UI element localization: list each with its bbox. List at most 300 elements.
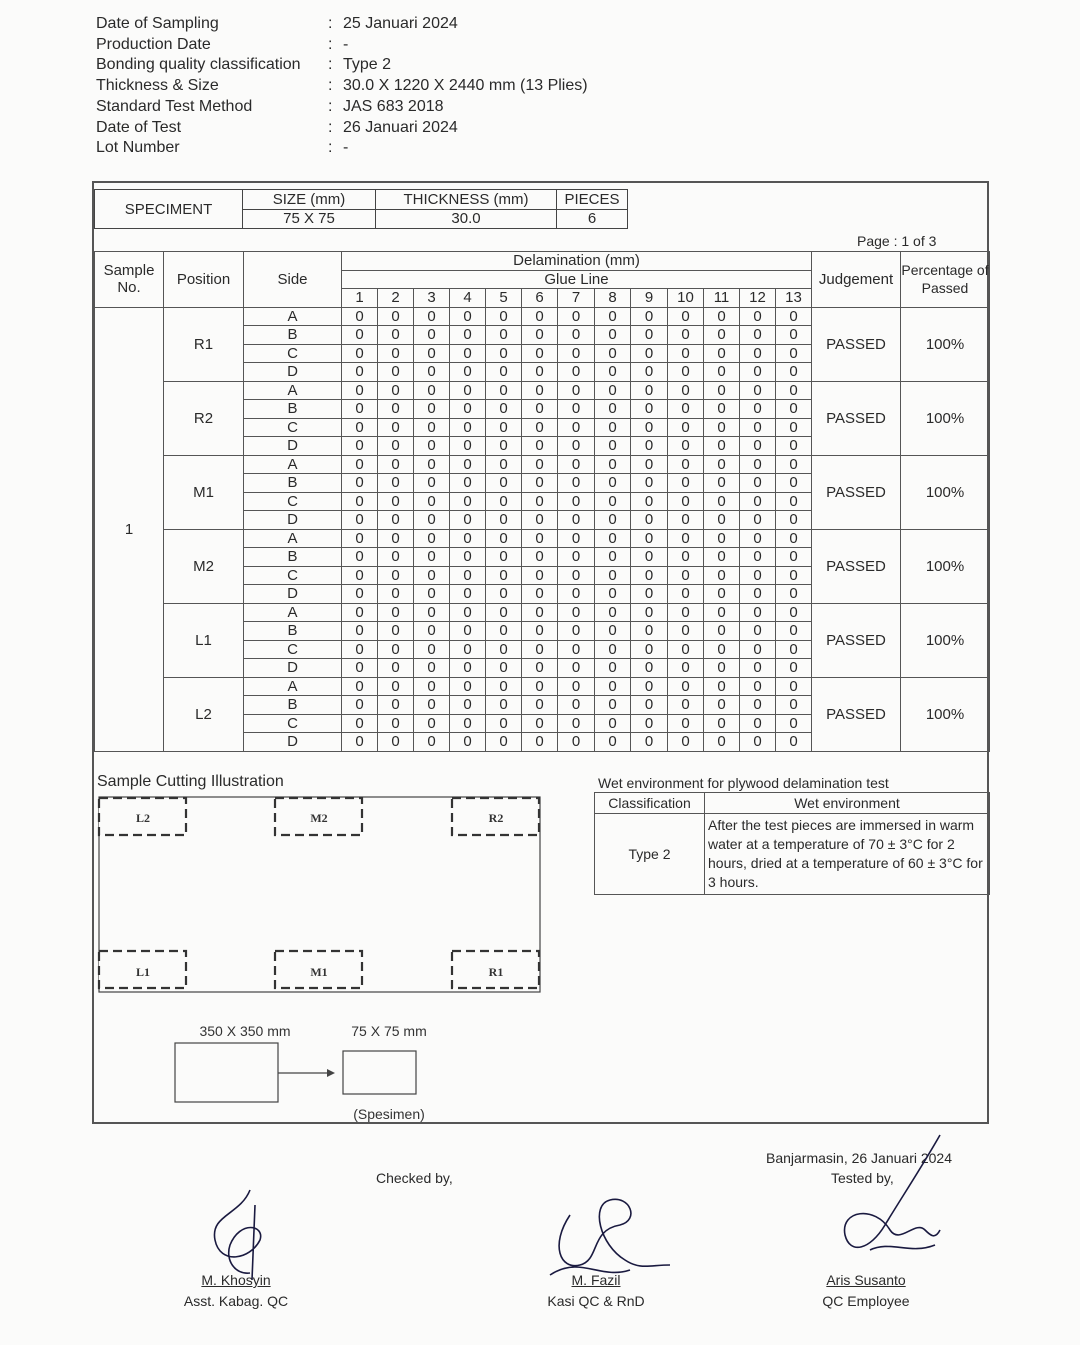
delamination-value: 0 — [776, 622, 812, 641]
wet-title: Wet environment for plywood delamination test — [598, 775, 889, 791]
delamination-value: 0 — [740, 400, 776, 419]
delamination-value: 0 — [558, 677, 595, 696]
delamination-value: 0 — [776, 326, 812, 345]
delamination-value: 0 — [704, 455, 740, 474]
signer-title: Kasi QC & RnD — [547, 1293, 645, 1309]
delamination-value: 0 — [522, 326, 558, 345]
delamination-value: 0 — [740, 603, 776, 622]
label-m2: M2 — [310, 811, 328, 825]
delamination-value: 0 — [704, 677, 740, 696]
delamination-value: 0 — [704, 733, 740, 752]
judgement-value: PASSED — [812, 381, 901, 455]
delamination-value: 0 — [740, 714, 776, 733]
delamination-value: 0 — [668, 418, 704, 437]
size-label: SIZE (mm) — [243, 190, 376, 210]
delamination-value: 0 — [740, 307, 776, 326]
illustration-title: Sample Cutting Illustration — [97, 773, 284, 790]
delamination-value: 0 — [631, 400, 668, 419]
delamination-value: 0 — [740, 344, 776, 363]
header-value: - — [343, 139, 349, 157]
delamination-value: 0 — [450, 548, 486, 567]
col-delamination: Delamination (mm) — [342, 252, 812, 271]
delamination-value: 0 — [776, 714, 812, 733]
delamination-value: 0 — [595, 566, 631, 585]
side-label: B — [244, 474, 342, 493]
side-label: D — [244, 659, 342, 678]
delamination-value: 0 — [631, 548, 668, 567]
delamination-value: 0 — [342, 566, 378, 585]
delamination-value: 0 — [776, 437, 812, 456]
delamination-value: 0 — [776, 603, 812, 622]
delamination-value: 0 — [414, 696, 450, 715]
delamination-value: 0 — [522, 640, 558, 659]
delamination-value: 0 — [740, 677, 776, 696]
delamination-value: 0 — [558, 326, 595, 345]
delamination-value: 0 — [486, 474, 522, 493]
delamination-value: 0 — [776, 344, 812, 363]
glue-line-number: 2 — [378, 289, 414, 308]
delamination-value: 0 — [595, 363, 631, 382]
delamination-value: 0 — [668, 659, 704, 678]
delamination-value: 0 — [595, 733, 631, 752]
delamination-value: 0 — [342, 622, 378, 641]
delamination-value: 0 — [595, 344, 631, 363]
glue-line-number: 12 — [740, 289, 776, 308]
delamination-value: 0 — [631, 714, 668, 733]
delamination-value: 0 — [704, 696, 740, 715]
delamination-value: 0 — [595, 659, 631, 678]
delamination-value: 0 — [631, 307, 668, 326]
delamination-value: 0 — [486, 566, 522, 585]
delamination-value: 0 — [522, 603, 558, 622]
delamination-value: 0 — [595, 381, 631, 400]
delamination-value: 0 — [668, 548, 704, 567]
delamination-value: 0 — [558, 548, 595, 567]
delamination-value: 0 — [342, 529, 378, 548]
delamination-value: 0 — [558, 566, 595, 585]
delamination-value: 0 — [450, 529, 486, 548]
delamination-value: 0 — [558, 585, 595, 604]
delamination-value: 0 — [704, 474, 740, 493]
signer-name: Aris Susanto — [826, 1272, 906, 1288]
delamination-value: 0 — [631, 455, 668, 474]
delamination-value: 0 — [522, 400, 558, 419]
delamination-value: 0 — [414, 326, 450, 345]
sample-number: 1 — [95, 307, 164, 751]
side-label: C — [244, 418, 342, 437]
glue-line-number: 7 — [558, 289, 595, 308]
delamination-value: 0 — [342, 659, 378, 678]
position-name: L1 — [164, 603, 244, 677]
pieces-label: PIECES — [557, 190, 628, 210]
delamination-value: 0 — [450, 437, 486, 456]
delamination-value: 0 — [740, 474, 776, 493]
delamination-value: 0 — [631, 492, 668, 511]
delamination-value: 0 — [450, 344, 486, 363]
delamination-value: 0 — [522, 381, 558, 400]
delamination-value: 0 — [522, 418, 558, 437]
glue-line-number: 3 — [414, 289, 450, 308]
delamination-value: 0 — [704, 326, 740, 345]
delamination-value: 0 — [522, 307, 558, 326]
delamination-value: 0 — [704, 548, 740, 567]
delamination-value: 0 — [342, 437, 378, 456]
percentage-value: 100% — [901, 677, 990, 751]
delamination-value: 0 — [668, 437, 704, 456]
delamination-value: 0 — [558, 474, 595, 493]
delamination-table — [94, 251, 990, 752]
delamination-value: 0 — [522, 659, 558, 678]
delamination-value: 0 — [668, 677, 704, 696]
delamination-value: 0 — [378, 659, 414, 678]
delamination-value: 0 — [342, 326, 378, 345]
judgement-value: PASSED — [812, 307, 901, 381]
delamination-value: 0 — [450, 714, 486, 733]
delamination-value: 0 — [378, 511, 414, 530]
delamination-value: 0 — [450, 659, 486, 678]
delamination-value: 0 — [740, 622, 776, 641]
signer-name: M. Fazil — [571, 1272, 621, 1288]
delamination-value: 0 — [776, 363, 812, 382]
delamination-value: 0 — [776, 696, 812, 715]
delamination-value: 0 — [558, 307, 595, 326]
delamination-value: 0 — [378, 455, 414, 474]
delamination-value: 0 — [558, 640, 595, 659]
side-label: A — [244, 381, 342, 400]
header-value: - — [343, 35, 349, 53]
delamination-value: 0 — [522, 511, 558, 530]
arrow-head-icon — [327, 1069, 335, 1077]
delamination-value: 0 — [378, 474, 414, 493]
delamination-value: 0 — [486, 529, 522, 548]
delamination-value: 0 — [522, 622, 558, 641]
judgement-value: PASSED — [812, 529, 901, 603]
signature-fazil — [530, 1185, 680, 1285]
header-label: Production Date — [96, 35, 211, 53]
delamination-value: 0 — [378, 400, 414, 419]
delamination-value: 0 — [414, 307, 450, 326]
delamination-value: 0 — [378, 548, 414, 567]
delamination-value: 0 — [595, 474, 631, 493]
delamination-value: 0 — [776, 659, 812, 678]
delamination-value: 0 — [776, 677, 812, 696]
delamination-value: 0 — [595, 696, 631, 715]
judgement-value: PASSED — [812, 677, 901, 751]
delamination-value: 0 — [558, 696, 595, 715]
big-panel — [175, 1043, 278, 1102]
delamination-value: 0 — [414, 714, 450, 733]
delamination-value: 0 — [522, 677, 558, 696]
delamination-value: 0 — [740, 696, 776, 715]
delamination-value: 0 — [595, 603, 631, 622]
glue-line-number: 8 — [595, 289, 631, 308]
delamination-value: 0 — [595, 455, 631, 474]
delamination-value: 0 — [631, 363, 668, 382]
delamination-value: 0 — [740, 437, 776, 456]
delamination-value: 0 — [595, 529, 631, 548]
signer-title: QC Employee — [822, 1293, 910, 1309]
delamination-value: 0 — [595, 492, 631, 511]
delamination-value: 0 — [414, 529, 450, 548]
delamination-value: 0 — [378, 437, 414, 456]
delamination-value: 0 — [704, 511, 740, 530]
delamination-value: 0 — [704, 418, 740, 437]
delamination-value: 0 — [450, 492, 486, 511]
delamination-value: 0 — [668, 696, 704, 715]
delamination-value: 0 — [704, 363, 740, 382]
delamination-value: 0 — [558, 603, 595, 622]
delamination-value: 0 — [631, 511, 668, 530]
delamination-value: 0 — [414, 603, 450, 622]
delamination-value: 0 — [704, 603, 740, 622]
delamination-value: 0 — [450, 511, 486, 530]
header-colon: : — [328, 118, 333, 136]
header-value: 26 Januari 2024 — [343, 118, 458, 136]
delamination-value: 0 — [631, 566, 668, 585]
delamination-value: 0 — [668, 566, 704, 585]
side-label: D — [244, 585, 342, 604]
delamination-value: 0 — [522, 363, 558, 382]
delamination-value: 0 — [378, 307, 414, 326]
side-label: B — [244, 622, 342, 641]
delamination-value: 0 — [414, 474, 450, 493]
delamination-value: 0 — [342, 400, 378, 419]
label-r1: R1 — [488, 965, 504, 979]
delamination-value: 0 — [740, 455, 776, 474]
delamination-value: 0 — [378, 492, 414, 511]
delamination-value: 0 — [414, 659, 450, 678]
delamination-value: 0 — [522, 492, 558, 511]
size-value: 75 X 75 — [243, 209, 376, 229]
delamination-value: 0 — [414, 492, 450, 511]
delamination-value: 0 — [522, 529, 558, 548]
delamination-value: 0 — [486, 455, 522, 474]
signature-susanto — [830, 1130, 950, 1280]
delamination-value: 0 — [668, 511, 704, 530]
delamination-value: 0 — [378, 622, 414, 641]
delamination-value: 0 — [450, 326, 486, 345]
delamination-value: 0 — [486, 714, 522, 733]
delamination-value: 0 — [414, 677, 450, 696]
delamination-value: 0 — [450, 363, 486, 382]
delamination-value: 0 — [450, 622, 486, 641]
glue-line-number: 5 — [486, 289, 522, 308]
side-label: C — [244, 492, 342, 511]
delamination-value: 0 — [414, 455, 450, 474]
position-name: R1 — [164, 307, 244, 381]
side-label: A — [244, 307, 342, 326]
delamination-value: 0 — [414, 363, 450, 382]
delamination-value: 0 — [668, 455, 704, 474]
delamination-value: 0 — [668, 714, 704, 733]
delamination-value: 0 — [631, 640, 668, 659]
table-row — [95, 381, 990, 400]
header-value: JAS 683 2018 — [343, 97, 444, 115]
delamination-value: 0 — [558, 659, 595, 678]
delamination-value: 0 — [668, 529, 704, 548]
delamination-value: 0 — [558, 529, 595, 548]
table-row — [95, 677, 990, 696]
delamination-value: 0 — [740, 548, 776, 567]
delamination-value: 0 — [378, 363, 414, 382]
col-judgement: Judgement — [812, 252, 901, 308]
delamination-value: 0 — [558, 400, 595, 419]
delamination-value: 0 — [595, 400, 631, 419]
percentage-value: 100% — [901, 307, 990, 381]
delamination-value: 0 — [631, 585, 668, 604]
header-colon: : — [328, 139, 333, 157]
table-row — [95, 529, 990, 548]
header-value: 25 Januari 2024 — [343, 15, 458, 32]
side-label: A — [244, 455, 342, 474]
delamination-value: 0 — [378, 733, 414, 752]
delamination-value: 0 — [776, 418, 812, 437]
delamination-value: 0 — [740, 492, 776, 511]
header-value: Type 2 — [343, 56, 392, 74]
delamination-value: 0 — [378, 381, 414, 400]
delamination-value: 0 — [378, 344, 414, 363]
checked-by: Checked by, — [376, 1170, 453, 1186]
header-value: 30.0 X 1220 X 2440 mm (13 Plies) — [343, 77, 588, 95]
side-label: C — [244, 344, 342, 363]
delamination-value: 0 — [776, 381, 812, 400]
delamination-value: 0 — [704, 566, 740, 585]
side-label: B — [244, 326, 342, 345]
thickness-label: THICKNESS (mm) — [376, 190, 557, 210]
side-label: D — [244, 437, 342, 456]
position-name: M1 — [164, 455, 244, 529]
cutting-illustration — [95, 793, 545, 1123]
delamination-value: 0 — [558, 511, 595, 530]
delamination-value: 0 — [631, 603, 668, 622]
delamination-value: 0 — [486, 437, 522, 456]
delamination-value: 0 — [522, 474, 558, 493]
delamination-value: 0 — [631, 659, 668, 678]
delamination-value: 0 — [668, 603, 704, 622]
col-sample-no: Sample No. — [95, 252, 164, 308]
wet-col-env: Wet environment — [705, 793, 990, 814]
wet-env-value: After the test pieces are immersed in warm water at a temperature of 70 ± 3°C for 2 hours, dried at a temperature of 60 ± 3°C for 3 hours. — [705, 814, 990, 895]
delamination-value: 0 — [486, 733, 522, 752]
delamination-value: 0 — [342, 344, 378, 363]
side-label: D — [244, 733, 342, 752]
delamination-value: 0 — [704, 381, 740, 400]
delamination-value: 0 — [414, 381, 450, 400]
delamination-value: 0 — [704, 307, 740, 326]
delamination-value: 0 — [558, 381, 595, 400]
header-row — [95, 252, 990, 271]
label-l1: L1 — [135, 965, 151, 979]
delamination-value: 0 — [522, 455, 558, 474]
delamination-value: 0 — [704, 714, 740, 733]
specimen-caption: (Spesimen) — [353, 1106, 425, 1122]
place-date: Banjarmasin, 26 Januari 2024 — [766, 1150, 953, 1166]
header-colon: : — [328, 77, 333, 95]
delamination-value: 0 — [486, 492, 522, 511]
col-percentage: Percentage of Passed — [901, 252, 990, 308]
delamination-value: 0 — [704, 622, 740, 641]
delamination-value: 0 — [740, 381, 776, 400]
glue-line-number: 10 — [668, 289, 704, 308]
delamination-value: 0 — [414, 622, 450, 641]
percentage-value: 100% — [901, 529, 990, 603]
delamination-value: 0 — [342, 418, 378, 437]
delamination-value: 0 — [740, 529, 776, 548]
delamination-value: 0 — [450, 307, 486, 326]
delamination-value: 0 — [740, 659, 776, 678]
delamination-value: 0 — [776, 640, 812, 659]
delamination-value: 0 — [342, 381, 378, 400]
delamination-value: 0 — [704, 640, 740, 659]
delamination-value: 0 — [631, 344, 668, 363]
delamination-value: 0 — [486, 326, 522, 345]
delamination-value: 0 — [414, 400, 450, 419]
delamination-value: 0 — [450, 400, 486, 419]
delamination-value: 0 — [450, 566, 486, 585]
delamination-value: 0 — [776, 529, 812, 548]
delamination-value: 0 — [522, 566, 558, 585]
delamination-value: 0 — [342, 585, 378, 604]
delamination-value: 0 — [776, 455, 812, 474]
delamination-value: 0 — [668, 326, 704, 345]
delamination-value: 0 — [450, 585, 486, 604]
header-label: Lot Number — [96, 139, 180, 157]
delamination-value: 0 — [631, 474, 668, 493]
delamination-value: 0 — [631, 529, 668, 548]
label-r2: R2 — [488, 811, 504, 825]
delamination-value: 0 — [595, 622, 631, 641]
delamination-value: 0 — [486, 603, 522, 622]
delamination-value: 0 — [558, 492, 595, 511]
delamination-value: 0 — [595, 585, 631, 604]
delamination-value: 0 — [631, 381, 668, 400]
delamination-value: 0 — [450, 418, 486, 437]
delamination-value: 0 — [378, 603, 414, 622]
header-colon: : — [328, 56, 333, 74]
delamination-value: 0 — [595, 326, 631, 345]
delamination-value: 0 — [342, 548, 378, 567]
signer-title: Asst. Kabag. QC — [183, 1293, 289, 1309]
delamination-value: 0 — [631, 696, 668, 715]
delamination-value: 0 — [522, 344, 558, 363]
delamination-value: 0 — [342, 696, 378, 715]
delamination-value: 0 — [668, 492, 704, 511]
delamination-value: 0 — [558, 733, 595, 752]
delamination-value: 0 — [595, 548, 631, 567]
delamination-value: 0 — [595, 437, 631, 456]
delamination-value: 0 — [486, 696, 522, 715]
delamination-value: 0 — [342, 474, 378, 493]
delamination-value: 0 — [776, 511, 812, 530]
delamination-value: 0 — [522, 696, 558, 715]
col-side: Side — [244, 252, 342, 308]
delamination-value: 0 — [450, 381, 486, 400]
delamination-value: 0 — [522, 714, 558, 733]
side-label: B — [244, 696, 342, 715]
delamination-value: 0 — [450, 640, 486, 659]
delamination-value: 0 — [740, 566, 776, 585]
delamination-value: 0 — [342, 492, 378, 511]
table-row — [95, 603, 990, 622]
percentage-value: 100% — [901, 603, 990, 677]
delamination-value: 0 — [414, 548, 450, 567]
delamination-value: 0 — [558, 363, 595, 382]
delamination-value: 0 — [522, 585, 558, 604]
small-size-label: 75 X 75 mm — [351, 1023, 427, 1039]
tested-by: Tested by, — [831, 1170, 894, 1186]
delamination-value: 0 — [414, 585, 450, 604]
big-size-label: 350 X 350 mm — [199, 1023, 291, 1039]
